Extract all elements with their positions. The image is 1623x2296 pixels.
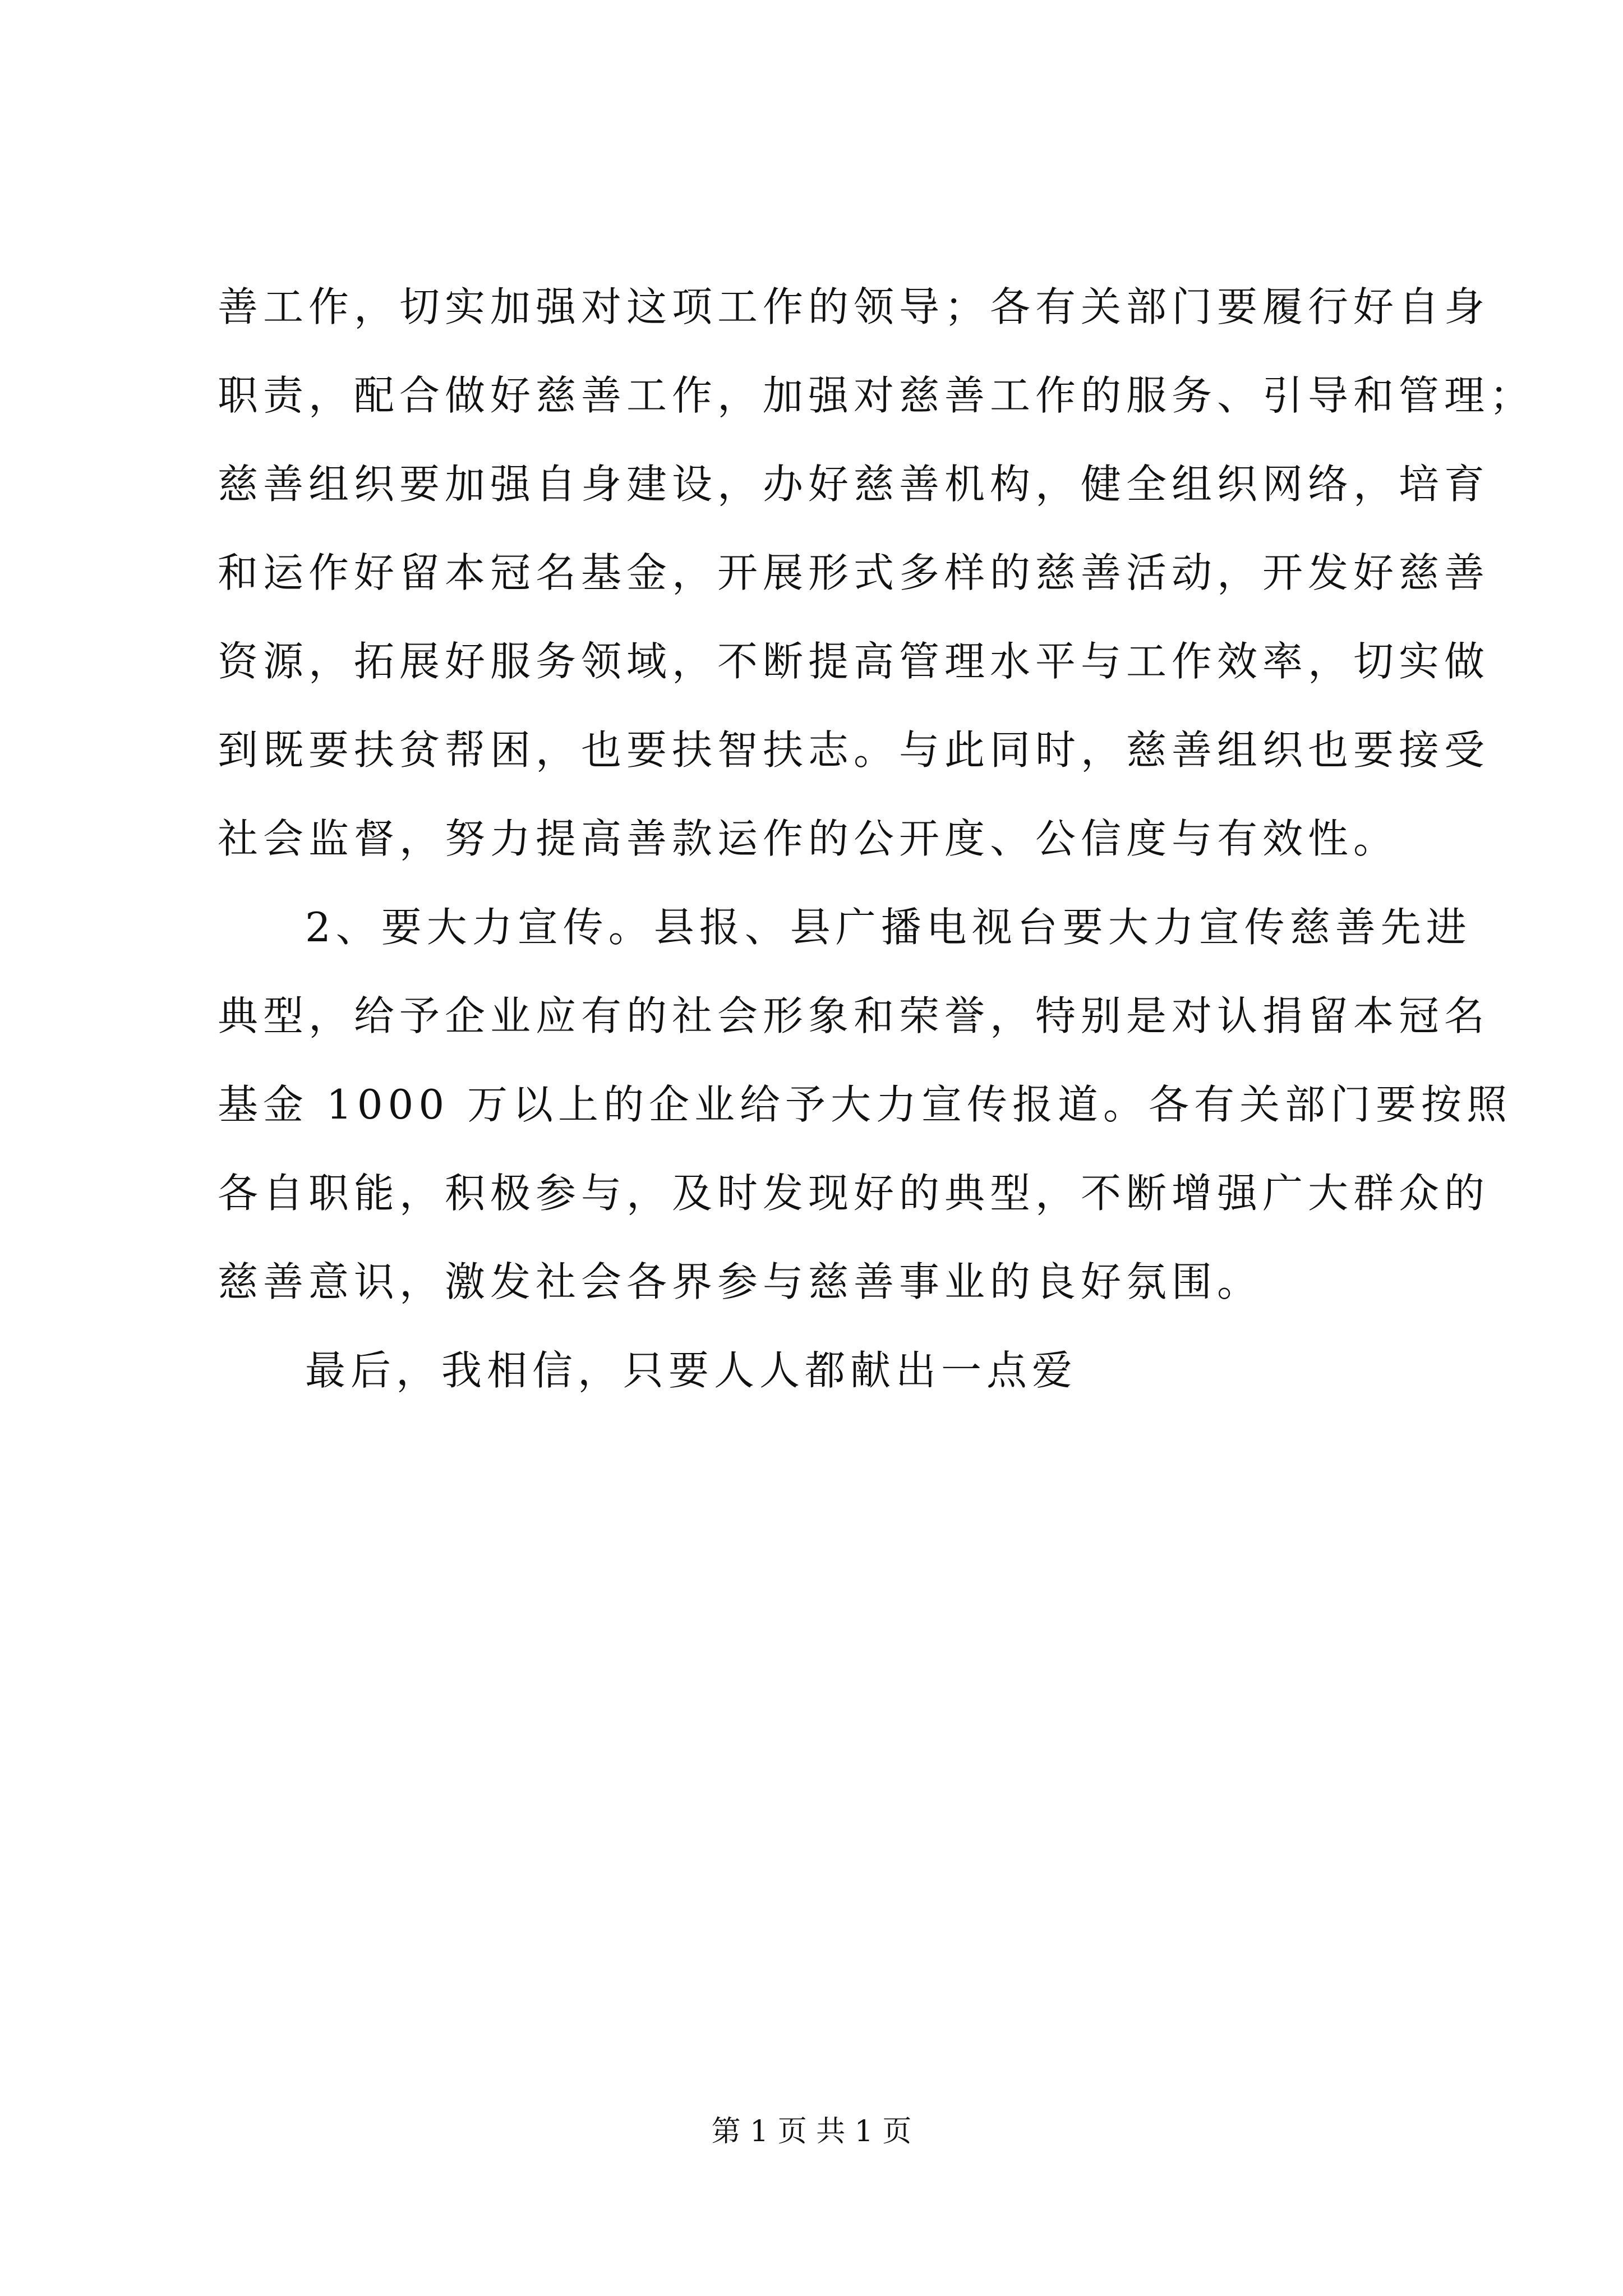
text-line: 和运作好留本冠名基金，开展形式多样的慈善活动，开发好慈善 <box>218 549 1490 596</box>
paragraph-start-line: 最后，我相信，只要人人都献出一点爱 <box>305 1347 1078 1394</box>
text-line: 典型，给予企业应有的社会形象和荣誉，特别是对认捐留本冠名 <box>218 992 1490 1039</box>
document-body <box>218 263 1536 1415</box>
page-number: 第 1 页 共 1 页 <box>711 2115 912 2148</box>
text-line: 基金 1000 万以上的企业给予大力宣传报道。各有关部门要按照 <box>218 1081 1513 1128</box>
text-line: 资源，拓展好服务领域，不断提高管理水平与工作效率，切实做 <box>218 638 1490 685</box>
text-line: 慈善意识，激发社会各界参与慈善事业的良好氛围。 <box>218 1258 1263 1305</box>
text-line: 各自职能，积极参与，及时发现好的典型，不断增强广大群众的 <box>218 1170 1490 1217</box>
text-line: 到既要扶贫帮困，也要扶智扶志。与此同时，慈善组织也要接受 <box>218 726 1490 774</box>
paragraph-start-line: 2、要大力宣传。县报、县广播电视台要大力宣传慈善先进 <box>305 904 1472 951</box>
text-line: 职责，配合做好慈善工作，加强对慈善工作的服务、引导和管理； <box>218 372 1536 419</box>
text-line: 慈善组织要加强自身建设，办好慈善机构，健全组织网络，培育 <box>218 461 1490 508</box>
text-line: 社会监督，努力提高善款运作的公开度、公信度与有效性。 <box>218 815 1399 862</box>
text-line: 善工作，切实加强对这项工作的领导；各有关部门要履行好自身 <box>218 283 1490 330</box>
